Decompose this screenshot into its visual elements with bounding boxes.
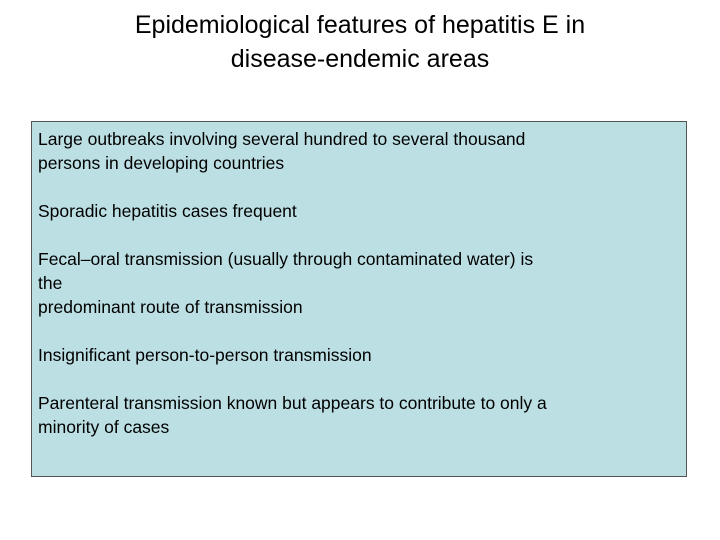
- list-item: Insignificant person-to-person transmission: [38, 345, 372, 365]
- list-item: Parenteral transmission known but appears to contribute to only a minority of cases: [38, 393, 547, 437]
- list-item: Sporadic hepatitis cases frequent: [38, 201, 297, 221]
- slide-title: [40, 8, 680, 76]
- list-item: Large outbreaks involving several hundred to several thousand persons in developing countries: [38, 129, 526, 173]
- list-item: Fecal–oral transmission (usually through contaminated water) is the predominant route of transmission: [38, 249, 534, 317]
- slide-title-line-2: disease-endemic areas: [230, 45, 490, 73]
- slide-title-line-1: Epidemiological features of hepatitis E in: [134, 11, 586, 39]
- content-box: [31, 121, 687, 477]
